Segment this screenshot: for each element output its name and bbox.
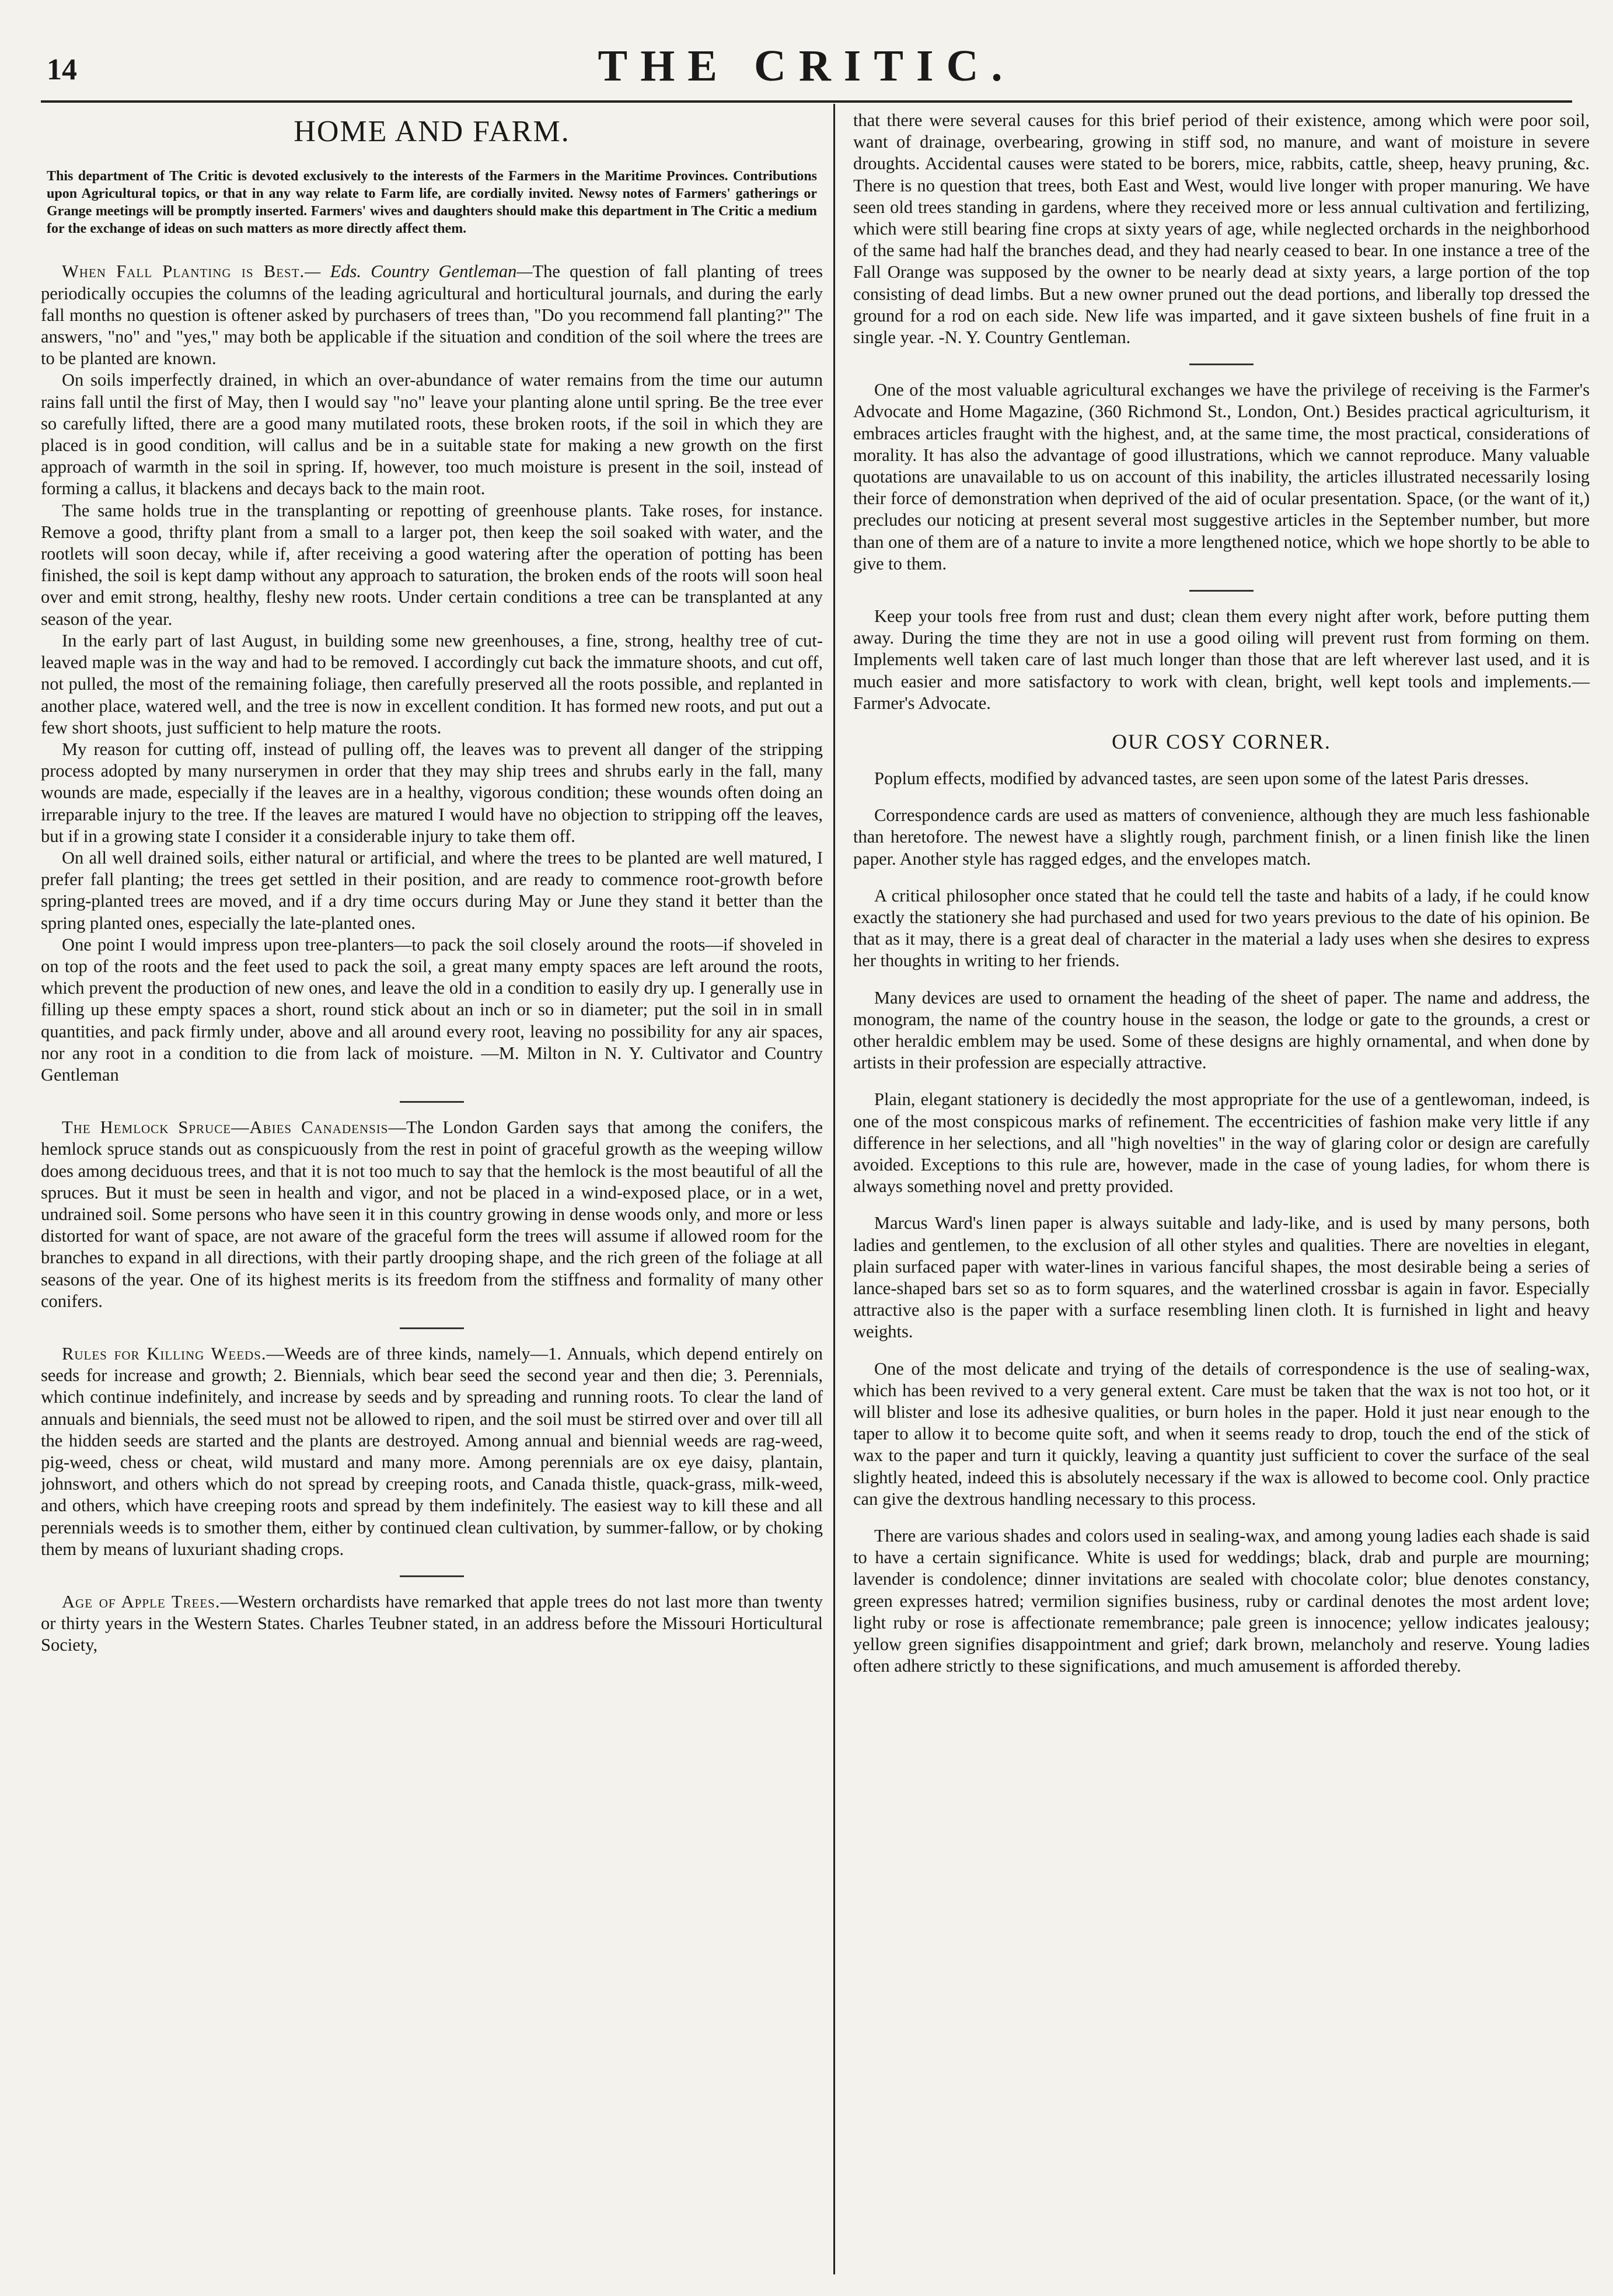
article-paragraph: A critical philosopher once stated that he could tell the taste and habits of a lady, if he could know exactly the stationery she had purchased and used for two years previous to the date of his opinion. Be that as it may, there is a great deal of character in the material a lady uses when she desires to express her thoughts in writing to her friends. — [853, 885, 1590, 971]
page-number: 14 — [47, 53, 77, 86]
article-text: Keep your tools free from rust and dust; clean them every night after work, before putting them away. During the time they are not in use a good oiling will prevent rust from forming on them. Implements well taken care of last much longer than those that are left wherever last used, and it is much easier and more satisfactory to work with clean, bright, well kept tools and implements.—Farmer's Advocate. — [853, 606, 1590, 713]
article-text: —Western orchardists have remarked that apple trees do not last more than twenty or thirty years in the Western States. Charles Teubner stated, in an address before the Missouri Horticultural Society, — [41, 1592, 823, 1655]
section-title-home-and-farm: HOME AND FARM. — [294, 115, 570, 148]
article-text: —Weeds are of three kinds, namely—1. Annuals, which depend entirely on seeds for increase and growth; 2. Biennials, which bear seed the second year and then die; 3. Perennials, which continue indefinitely, and increase by seeds and by spreading and running roots. To clear the land of annuals and biennials, the seed must not be allowed to ripen, and the soil must be stirred over and over till all the hidden seeds are started and the plants are destroyed. Among annual and biennial weeds are rag-weed, pig-weed, chess or cheat, wild mustard and many more. Among perennials are ox eye daisy, plantain, johnswort, and others which do not spread by creeping roots, and Canada thistle, quack-grass, milk-weed, and others, which have creeping roots and spread by them indefinitely. The easiest way to kill these and all perennials weeds is to smother them, either by continued clean cultivation, by summer-fallow, or by choking them by means of luxuriant shading crops. — [41, 1343, 823, 1559]
article-paragraph: The question of fall planting of trees periodically occupies the columns of the leading agricultural and horticultural journals, and during the early fall months no question is oftener asked by purchasers of trees than, "Do you recommend fall planting?" The answers, "no" and "yes," may both be applicable if the situation and condition of the soil where the trees are to be planted are known. — [41, 261, 823, 369]
separator-rule — [1189, 364, 1254, 365]
left-column — [41, 110, 823, 1672]
cosy-corner-item — [853, 1212, 1590, 1343]
article-apple-trees — [41, 1591, 823, 1657]
cosy-corner-item — [853, 987, 1590, 1074]
article-paragraph: Plain, elegant stationery is decidedly the most appropriate for the use of a gentlewoman, indeed, is one of the most conspicous marks of refinement. The eccentricities of fashion make very little if any difference in her selections, and all "high novelties" in the way of glaring color or design are carefully avoided. Exceptions to this rule are, however, made in the case of young ladies, for whom there is always something novel and pretty provided. — [853, 1089, 1590, 1197]
article-tools — [853, 606, 1590, 714]
article-paragraph: On all well drained soils, either natural or artificial, and where the trees to be planted are well matured, I prefer fall planting; the trees get settled in their position, and are ready to commence root-growth before spring-planted trees are moved, and if a dry time occurs during May or June they stand it better than the spring planted ones, especially the late-planted ones. — [41, 847, 823, 933]
article-paragraph: One of the most delicate and trying of the details of correspondence is the use of sealing-wax, which has been revived to a very general extent. Care must be taken that the wax is not too hot, or it will blister and lose its adhesive qualities, or burn holes in the paper. Hold it just near enough to the taper to allow it to become quite soft, and when it seems ready to drop, touch the end of the stick of wax to the paper and turn it quickly, leaving a quantity just sufficient to cover the surface of the seal slightly heated, indeed this is absolutely necessary if the wax is allowed to become cool. Only practice can give the dextrous handling necessary to this process. — [853, 1358, 1590, 1509]
separator-rule — [400, 1327, 464, 1329]
article-paragraph: There are various shades and colors used in sealing-wax, and among young ladies each shade is said to have a certain significance. White is used for weddings; black, drab and purple are mourning; lavender is condolence; dinner invitations are sealed with chocolate color; blue denotes constancy, green expresses hatred; vermilion signifies business, ruby or cardinal denotes the most ardent love; light ruby or rose is affectionate remembrance; pale green is innocence; yellow indicates jealousy; yellow green signifies disappointment and grief; dark brown, melancholy and reserve. Young ladies often adhere strictly to these significations, and much amusement is afforded thereby. — [853, 1526, 1590, 1676]
article-heading: The Hemlock Spruce—Abies Canadensis — [62, 1117, 389, 1138]
article-text: One of the most valuable agricultural exchanges we have the privilege of receiving is the Farmer's Advocate and Home Magazine, (360 Richmond St., London, Ont.) Besides practical agriculturism, it embraces articles fraught with the highest, and, at the same time, the most practical, considerations of morality. It has also the advantage of good illustrations, which we cannot reproduce. Many valuable quotations are unavailable to us on account of this inability, the articles illustrated necessarily losing their force of demonstration when deprived of the aid of ocular presentation. Space, (or the want of it,) precludes our noticing at present several most suggestive articles in the September number, but more than one of them are of a nature to invite a more lengthened notice, which we hope shortly to be able to give to them. — [853, 380, 1590, 574]
article-farmers-advocate — [853, 379, 1590, 575]
article-text: that there were several causes for this brief period of their existence, among which were poor soil, want of drainage, overbearing, growing in stiff sod, no manure, and want of moisture in severe droughts. Accidental causes were stated to be borers, mice, rabbits, cattle, sheep, heavy pruning, &c. There is no question that trees, both East and West, would live longer with proper manuring. We have seen old trees standing in gardens, where they received more or less annual cultivation and fertilizing, which were still bearing fine crops at sixty years of age, while neglected orchards in the neighborhood of the same had half the branches dead, and they had nearly ceased to bear. In one instance a tree of the Fall Orange was supposed by the owner to be nearly dead at sixty years, a large portion of the top consisting of dead limbs. But a new owner pruned out the dead portions, and liberally top dressed the ground for a rod on each side. New life was imparted, and it gave sixteen bushels of fine fruit in a single year. -N. Y. Country Gentleman. — [853, 110, 1590, 348]
column-rule — [833, 104, 835, 2274]
section-title-cosy-corner: OUR COSY CORNER. — [1112, 730, 1331, 754]
article-paragraph: Correspondence cards are used as matters of convenience, although they are much less fashionable than heretofore. The newest have a slightly rough, parchment finish, or a linen finish like the linen paper. Another style has ragged edges, and the envelopes match. — [853, 805, 1590, 869]
cosy-corner-item — [853, 805, 1590, 870]
article-heading: When Fall Planting is Best. — [62, 261, 305, 282]
article-text: —The London Garden says that among the conifers, the hemlock spruce stands out as conspicuously from the rest in point of graceful growth as the weeping willow does among deciduous trees, and that it is not too much to say that the hemlock is the most beautiful of all the spruces. But it must be seen in health and vigor, and not be placed in a wind-exposed place, or in a wet, undrained soil. Some persons who have seen it in this country growing in dense woods only, and more or less distorted for want of space, are not aware of the graceful form the trees will assume if allowed room for the branches to expand in all directions, with their partly drooping shape, and the rich green of the foliage at all seasons of the year. One of its highest merits is its freedom from the stiffness and formality of many other conifers. — [41, 1117, 823, 1311]
cosy-corner-item — [853, 1358, 1590, 1510]
masthead: THE CRITIC. — [598, 41, 1015, 90]
right-column — [853, 110, 1590, 1693]
article-apple-trees-continued — [853, 110, 1590, 348]
article-heading: Age of Apple Trees. — [62, 1592, 221, 1612]
article-source: — Eds. Country Gentleman— — [305, 261, 533, 282]
page-header — [41, 35, 1572, 99]
cosy-corner-item — [853, 885, 1590, 972]
separator-rule — [400, 1575, 464, 1577]
article-paragraph: Many devices are used to ornament the heading of the sheet of paper. The name and address, the monogram, the name of the country house in the season, the lodge or gate to the grounds, a crest or other heraldic emblem may be used. Some of these designs are highly ornamental, and when done by artists in their profession are especially attractive. — [853, 987, 1590, 1073]
separator-rule — [1189, 590, 1254, 592]
cosy-corner-item — [853, 1089, 1590, 1197]
article-paragraph: My reason for cutting off, instead of pulling off, the leaves was to prevent all danger of the stripping process adopted by many nurserymen in order that they may ship trees and shrubs early in the fall, many wounds are made, especially if the leaves are in a healthy, vigorous condition; these wounds often doing an irreparable injury to the tree. If the leaves are matured I would have no objection to stripping off the leaves, but if in a growing state I consider it a considerable injury to take them off. — [41, 739, 823, 846]
department-intro: This department of The Critic is devoted exclusively to the interests of the Farmers in the Maritime Provinces. Contributions upon Agricultural topics, or that in any way relate to Farm life, are cordially invited. Newsy notes of Farmers' gatherings or Grange meetings will be promptly inserted. Farmers' wives and daughters should make this department in The Critic a medium for the exchange of ideas on such matters as more directly affect them. — [47, 169, 817, 237]
cosy-corner-item — [853, 768, 1590, 789]
article-fall-planting — [41, 261, 823, 1086]
article-heading: Rules for Killing Weeds. — [62, 1343, 267, 1364]
cosy-corner-item — [853, 1525, 1590, 1677]
article-paragraph: In the early part of last August, in building some new greenhouses, a fine, strong, healthy tree of cut-leaved maple was in the way and had to be removed. I accordingly cut back the immature shoots, and cut off, not pulled, the most of the remaining foliage, then carefully preserved all the roots possible, and replanted in another place, watered well, and the tree is now in excellent condition. It has formed new roots, and put out a few short shoots, just sufficient to help mature the roots. — [41, 630, 823, 738]
article-paragraph: One point I would impress upon tree-planters—to pack the soil closely around the roots—if shoveled in on top of the roots and the feet used to pack the soil, a great many empty spaces are left around the roots, which prevent the production of new ones, and leave the old in a condition to easily dry up. I generally use in filling up these empty spaces a short, round stick about an inch or so in diameter; put the soil in in small quantities, and pack firmly under, above and all around every root, leaving no possibility for any air spaces, nor any root in a condition to die from lack of moisture. —M. Milton in N. Y. Cultivator and Country Gentleman — [41, 934, 823, 1085]
header-rule — [41, 100, 1572, 103]
article-hemlock-spruce — [41, 1117, 823, 1312]
article-paragraph: Marcus Ward's linen paper is always suitable and lady-like, and is used by many persons, both ladies and gentlemen, to the exclusion of all other styles and qualities. There are novelties in elegant, plain surfaced paper with water-lines in various fanciful shapes, the most desirable being a series of lance-shaped bars set so as to form squares, and the waterlined crossbar is again in favor. Especially attractive also is the paper with a surface resembling linen cloth. It is furnished in light and heavy weights. — [853, 1213, 1590, 1342]
article-paragraph: Poplum effects, modified by advanced tastes, are seen upon some of the latest Paris dresses. — [874, 768, 1529, 788]
separator-rule — [400, 1101, 464, 1103]
article-paragraph: The same holds true in the transplanting or repotting of greenhouse plants. Take roses, for instance. Remove a good, thrifty plant from a small to a larger pot, then keep the soil soaked with water, and the rootlets will soon decay, while if, after receiving a good watering after the operation of potting has been finished, the soil is kept damp without any approach to saturation, the broken ends of the roots will soon heal over and emit strong, healthy, fleshy new roots. Under certain conditions a tree can be transplanted at any season of the year. — [41, 500, 823, 629]
article-paragraph: On soils imperfectly drained, in which an over-abundance of water remains from the time our autumn rains fall until the first of May, then I would say "no" leave your planting alone until spring. Be the tree ever so carefully lifted, there are a good many mutilated roots, these broken roots, if the soil in which they are placed is in good condition, will callus and be in a suitable state for making a new growth on the first approach of warmth in the soil in spring. If, however, too much moisture is present in the soil, instead of forming a callus, it blackens and decays back to the main root. — [41, 370, 823, 499]
article-killing-weeds — [41, 1343, 823, 1560]
